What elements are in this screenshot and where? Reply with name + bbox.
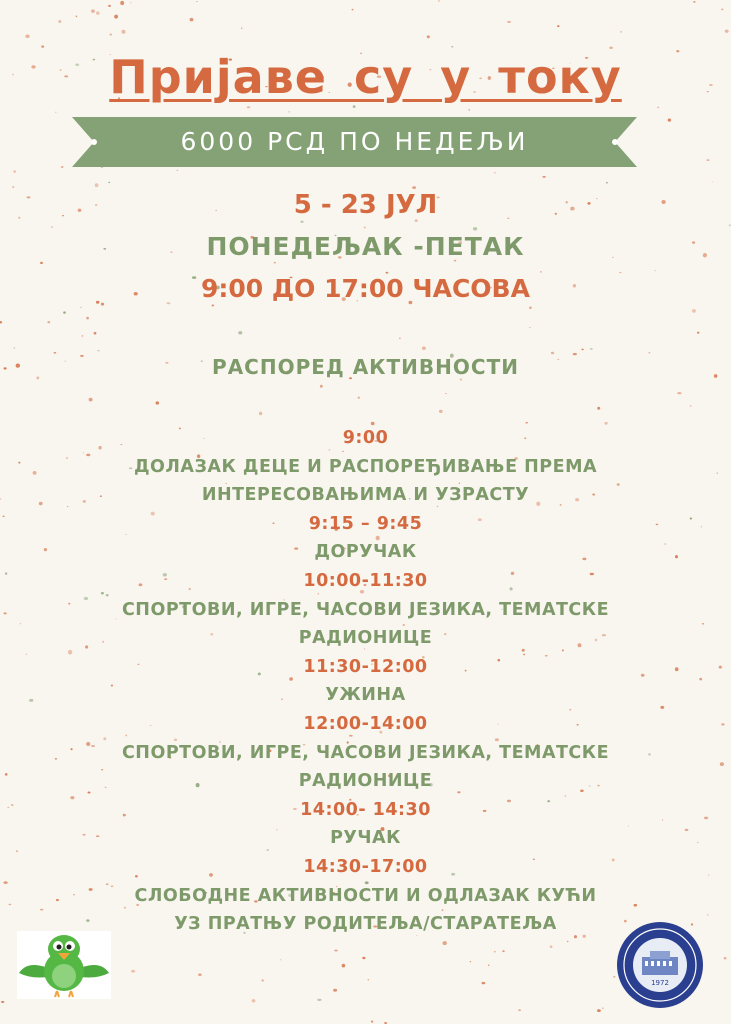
speckle: [131, 970, 135, 973]
speckle: [262, 979, 264, 981]
schedule-time: 14:30-17:00: [303, 856, 428, 877]
speckle: [122, 30, 126, 34]
speckle: [156, 401, 159, 404]
speckle: [602, 1007, 603, 1008]
speckle: [63, 311, 66, 313]
speckle: [41, 45, 44, 47]
speckle: [668, 119, 671, 122]
speckle: [399, 337, 401, 339]
speckle: [619, 272, 621, 273]
speckle: [567, 941, 568, 942]
speckle: [609, 47, 613, 49]
speckle: [13, 347, 15, 348]
speckle: [648, 352, 650, 353]
speckle: [494, 172, 496, 174]
faculty-seal-logo: [616, 921, 704, 1009]
speckle: [91, 9, 95, 13]
speckle: [280, 959, 282, 960]
bird-mascot-logo: [17, 931, 111, 999]
schedule-activity: РАДИОНИЦЕ: [298, 628, 433, 649]
speckle: [364, 227, 366, 229]
speckle: [176, 170, 178, 171]
speckle: [620, 31, 621, 32]
schedule-time: 12:00-14:00: [303, 713, 428, 734]
speckle: [342, 964, 346, 968]
speckle: [212, 304, 214, 306]
speckle: [494, 951, 496, 953]
speckle: [320, 385, 323, 388]
speckle: [352, 9, 354, 11]
speckle: [274, 262, 276, 264]
schedule-list: [0, 424, 731, 939]
speckle: [693, 1, 695, 3]
speckle: [597, 407, 600, 410]
speckle: [606, 182, 608, 184]
schedule-activity: УЖИНА: [325, 685, 406, 706]
speckle: [529, 327, 530, 328]
speckle: [597, 1009, 601, 1012]
speckle: [362, 957, 365, 959]
speckle: [198, 973, 202, 975]
speckle: [692, 309, 696, 313]
speckle: [47, 321, 50, 323]
speckle: [58, 20, 61, 23]
speckle: [473, 227, 477, 230]
schedule-activity: ДОЛАЗАК ДЕЦЕ И РАСПОРЕЂИВАЊЕ ПРЕМА: [133, 456, 598, 477]
speckle: [581, 349, 583, 351]
speckle: [76, 15, 78, 17]
speckle: [551, 352, 554, 354]
speckle: [82, 335, 84, 336]
speckle: [481, 982, 485, 984]
speckle: [427, 35, 430, 38]
speckle: [358, 397, 360, 399]
schedule-activity: УЗ ПРАТЊУ РОДИТЕЉА/СТАРАТЕЉА: [174, 914, 557, 935]
schedule-time: 9:00: [342, 428, 389, 448]
schedule-activity: СЛОБОДНЕ АКТИВНОСТИ И ОДЛАЗАК КУЋИ: [134, 885, 597, 906]
speckle: [12, 186, 14, 188]
schedule-activity: СПОРТОВИ, ИГРЕ, ЧАСОВИ ЈЕЗИКА, ТЕМАТСКЕ: [121, 599, 610, 620]
speckle: [25, 35, 29, 39]
schedule-activity: ДОРУЧАК: [314, 542, 417, 563]
speckle: [247, 106, 250, 108]
speckle: [114, 15, 118, 19]
speckle: [101, 303, 104, 306]
speckle: [677, 392, 681, 394]
speckle: [470, 961, 471, 962]
speckle: [367, 979, 369, 980]
speckle: [725, 30, 729, 33]
speckle: [120, 1, 124, 5]
speckle: [721, 8, 723, 10]
speckle: [445, 393, 446, 394]
speckle: [0, 321, 2, 324]
schedule-activity: ИНТЕРЕСОВАЊИМА И УЗРАСТУ: [201, 485, 530, 506]
speckle: [657, 107, 660, 109]
speckle: [422, 347, 426, 350]
speckle: [252, 999, 256, 1002]
speckle: [439, 410, 443, 413]
camp-dates: 5 - 23 ЈУЛ: [293, 190, 438, 220]
speckle: [550, 945, 553, 948]
speckle: [697, 332, 700, 334]
speckle: [557, 25, 559, 27]
camp-hours: 9:00 ДО 17:00 ЧАСОВА: [201, 274, 530, 303]
speckle: [502, 950, 504, 952]
speckle: [468, 109, 470, 110]
speckle: [55, 112, 57, 113]
speckle: [97, 350, 99, 351]
speckle: [86, 317, 89, 320]
seal-year: 1972: [651, 979, 669, 987]
speckle: [542, 176, 545, 178]
speckle: [712, 182, 714, 183]
schedule-activity: РАДИОНИЦЕ: [298, 771, 433, 792]
speckle: [353, 105, 356, 108]
price-banner-text: 6000 РСД ПО НЕДЕЉИ: [180, 127, 529, 156]
speckle: [95, 183, 99, 187]
speckle: [108, 5, 111, 7]
schedule-activity: СПОРТОВИ, ИГРЕ, ЧАСОВИ ЈЕЗИКА, ТЕМАТСКЕ: [121, 742, 610, 763]
speckle: [51, 226, 53, 227]
speckle: [724, 957, 727, 959]
speckle: [288, 111, 289, 112]
speckle: [190, 18, 194, 22]
speckle: [371, 1021, 373, 1023]
speckle: [438, 0, 440, 2]
speckle: [259, 412, 262, 415]
schedule-heading: РАСПОРЕД АКТИВНОСТИ: [212, 355, 519, 379]
schedule-activity: РУЧАК: [330, 828, 401, 849]
schedule-time: 9:15 – 9:45: [308, 513, 423, 534]
speckle: [655, 270, 656, 271]
speckle: [443, 941, 447, 945]
speckle: [334, 950, 337, 952]
speckle: [690, 405, 692, 407]
speckle: [96, 11, 100, 15]
speckle: [109, 33, 112, 35]
speckle: [196, 1, 198, 2]
speckle: [54, 352, 57, 354]
speckle: [507, 21, 511, 23]
speckle: [89, 398, 93, 402]
schedule-time: 14:00- 14:30: [300, 799, 431, 820]
speckle: [333, 989, 337, 992]
speckle: [130, 2, 131, 3]
schedule-time: 11:30-12:00: [303, 656, 428, 677]
speckle: [300, 221, 303, 223]
speckle: [241, 28, 242, 29]
speckle: [707, 159, 710, 161]
speckle: [94, 332, 97, 335]
speckle: [108, 182, 110, 183]
speckle: [317, 999, 321, 1001]
speckle: [238, 331, 242, 334]
speckle: [412, 186, 416, 189]
speckle: [1, 1001, 4, 1003]
speckle: [80, 307, 81, 308]
speckle: [488, 964, 490, 966]
speckle: [540, 271, 541, 272]
page-title: Пријаве су у току: [109, 50, 622, 104]
schedule-time: 10:00-11:30: [303, 570, 428, 591]
camp-days: ПОНЕДЕЉАК -ПЕТАК: [206, 232, 525, 261]
speckle: [590, 348, 593, 350]
speckle: [40, 262, 43, 264]
speckle: [61, 166, 64, 168]
speckle: [451, 46, 453, 48]
speckle: [529, 306, 532, 309]
speckle: [13, 170, 15, 173]
speckle: [518, 1009, 521, 1011]
